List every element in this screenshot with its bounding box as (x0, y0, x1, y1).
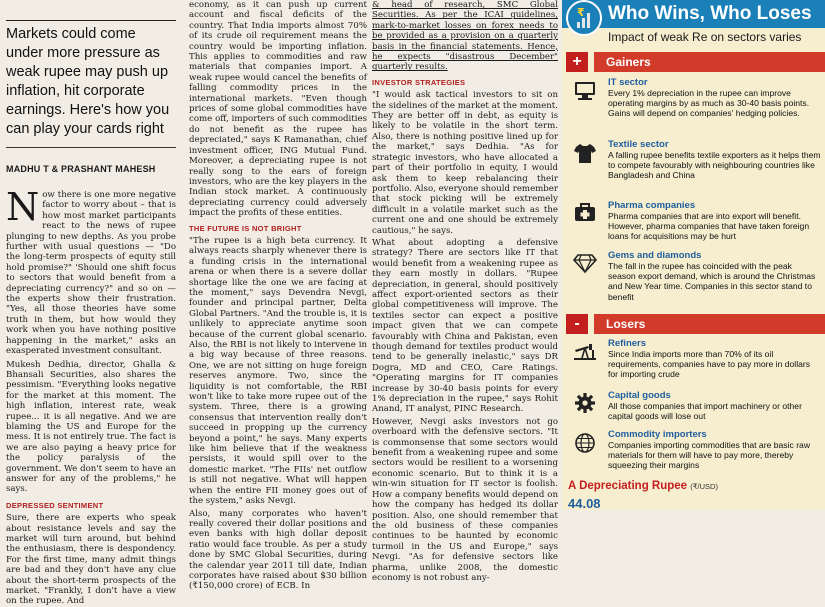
teaser: Markets could come under more pressure as weak rupee may push up inflation, hit corporate earnings. Here's how you can play your cards right (6, 20, 176, 139)
paragraph-text: ow there is one more negative factor to worry about – that is how most market participants react to the news of rupee plunging to new depths. As you probe further with usual questions — "Do the long-term prospects of equity still hold promise?" 'Should one shift focus to sectors that would benefit from a depreciating currency?" and so on — the experts show their frustration. "Yes, all those theories have some truth in them, but how would they work when you have nothing positive happening in the market," asks an exasperated investment consultant. (6, 190, 176, 357)
sector-textile (608, 139, 822, 181)
sector-name: Capital goods (608, 390, 671, 401)
sector-name: IT sector (608, 77, 648, 88)
panel-title: Who Wins, Who Loses (608, 3, 812, 24)
subhead: DEPRESSED SENTIMENT (6, 500, 104, 510)
subhead: THE FUTURE IS NOT BRIGHT (189, 223, 302, 233)
shirt-icon (572, 142, 598, 164)
subhead: INVESTOR STRATEGIES (372, 77, 466, 87)
sector-description: Pharma companies that are into export will benefit. However, pharma companies that have taken foreign loans for acquisitions may be hurt (608, 211, 810, 242)
byline: MADHU T & PRASHANT MAHESH (6, 164, 156, 174)
depreciating-label: A Depreciating Rupee (568, 480, 688, 492)
sector-description: Companies importing commodities that are basic raw materials for them will have to pay more, thereby squeezing their margins (608, 440, 811, 471)
diamond-icon (572, 252, 598, 274)
column-2 (189, 0, 367, 592)
sector-name: Pharma companies (608, 200, 696, 211)
losers-label: Losers (594, 314, 825, 334)
sector-name: Refiners (608, 338, 647, 349)
sector-pharma (608, 200, 822, 242)
paragraph: Mukesh Dedhia, director, Ghalla & Bhansali Securities, also shares the pessimism. "Everything looks negative for the market at this moment. The high inflation, interest rate, weak rupee... it is all negative. And we are blaming the US and Europe for the mess. It is not entirely true. The fact is we are also paying a heavy price for the policy paralysis of the government. We don't seem to have an answer for any of the problems," he says. (6, 359, 176, 495)
sector-commodity-importers (608, 429, 822, 471)
gainers-label: Gainers (594, 52, 825, 72)
sector-name: Textile sector (608, 139, 669, 150)
sector-name: Commodity importers (608, 429, 707, 440)
column-1-body (6, 185, 176, 607)
paragraph: "The rupee is a high beta currency. It always reacts sharply whenever there is a funding crisis in the international arena or when there is a severe dollar shortage like the one we are facing at the moment," says Devendra Nevgi, founder and principal partner, Delta Global Partners. "And the trouble is, it is unlikely to appreciate anytime soon because of the current global scenario. Also, the RBI is not likely to intervene in a big way because of three reasons. One, we are not sitting on huge foreign reserves anymore. Two, since the liquidity is not comfortable, the RBI won't like to take more rupee out of the system. Three, there is a growing consensus that intervention really don't succeed in propping up the currency beyond a point," he says. Many experts like him believe that if the weakness persists, it would spill over to the domestic market. "The FIIs' net outflow is still not negative. What will happen when the entire FII money goes out of the system," asks Nevgi. (189, 235, 367, 507)
plus-icon: + (566, 52, 588, 72)
sector-description: All those companies that import machinery or other capital goods will lose out (608, 401, 802, 422)
paragraph: & head of research, SMC Global Securities. As per the ICAI guidelines, mark-to-market losses on forex needs to be provided as a provision on a quarterly basis in the financial statements. Hence, he expects "disastrous December" quarterly results. (372, 0, 558, 73)
depreciating-rupee-heading (568, 480, 718, 492)
sector-it (608, 77, 822, 119)
gainers-band (562, 52, 825, 72)
gear-icon (572, 392, 598, 414)
computer-icon (572, 80, 598, 102)
globe-icon (572, 432, 598, 454)
column-3 (372, 0, 558, 583)
teaser-divider (6, 147, 176, 148)
sector-impact-panel (562, 0, 825, 510)
sector-refiners (608, 338, 822, 380)
paragraph (6, 185, 176, 357)
sector-description: The fall in the rupee has coincided with the peak season export demand, which is around the Christmas and New Year time. Companies in this sector stand to benefit (608, 261, 816, 302)
paragraph: However, Nevgi asks investors not go overboard with the defensive sectors. "It is commonsense that some sectors would benefit from a weakening rupee and some sectors would be resilient to a worsening economic scenario. But to think it is a win-win situation for IT sector is foolish. How a company benefits would depend on how the company has hedged its dollar position. Also, one should remember that the old business of these companies continues to be haunted by economic turmoil in the US and Europe," says Nevgi. "As for defensive sectors like pharma, unlike 2008, the domestic economy is not robust any- (372, 416, 558, 583)
sector-description: Every 1% depreciation in the rupee can improve operating margins by as much as 30-40 basis points. Gains will depend on companies' hedging policies. (608, 88, 810, 119)
panel-subtitle: Impact of weak Re on sectors varies (608, 30, 802, 44)
first-aid-icon (572, 202, 598, 224)
sector-name: Gems and diamonds (608, 250, 702, 261)
drop-cap: N (6, 185, 40, 229)
paragraph: Also, many corporates who haven't really covered their dollar positions and even banks with high dollar deposit ratio would face trouble. As per a study done by SMC Global Securities, during the calendar year 2011 till date, Indian corporates have raised about $30 billion (₹150,000 crore) of ECB. In (189, 508, 367, 592)
sector-gems (608, 250, 822, 302)
sector-capital-goods (608, 390, 822, 421)
rupee-value: 44.08 (568, 496, 601, 511)
column-1 (0, 0, 180, 607)
sector-description: Since India imports more than 70% of its oil requirements, companies have to pay more in dollars for importing crude (608, 349, 811, 380)
rupee-logo-icon (566, 0, 602, 36)
paragraph: What about adopting a defensive strategy? There are sectors like IT that would benefit from a weakening rupee as they earn mostly in dollars. "Rupee depreciation, in general, should positively affect export-oriented sectors as their global competitiveness will improve. The textiles sector can expect a positive impact given that we can compete favourably with China and Pakistan, even though demand for textiles product would tend to be generally inelastic," says DR Dogra, MD and CEO, Care Ratings. "Operating margins for IT companies increase by 30-40 basis points for every 1% depreciation in the rupee," says Rohit Anand, IT analyst, PINC Research. (372, 237, 558, 415)
depreciating-unit: (₹/USD) (690, 482, 718, 491)
minus-icon: - (566, 314, 588, 334)
paragraph: Sure, there are experts who speak about resistance levels and say the market will turn around, but behind the enthusiasm, there is despondency. For the first time, many admit things are bad and they don't have any clue about the short-term prospects of the market. "Frankly, I don't have a view on the rupee. And (6, 513, 176, 607)
paragraph: economy, as it can push up current account and fiscal deficits of the country. That India imports almost 70% of its crude oil requirement means the country would be importing inflation. This applies to commodities and raw materials that companies import. A weak rupee would cancel the benefits of falling commodity prices in the international markets. "Even though prices of some global commodities have come off, importers of such commodities do not benefit as the rupee has depreciated," says K Ramanathan, chief investment officer, ING Mutual Fund. Moreover, a depreciating rupee is not really song to the ears of foreign investors, who are the key players in the Indian stock market. A continuously depreciating currency could adversely impact the profits of these entities. (189, 0, 367, 219)
sector-description: A falling rupee benefits textile exporters as it helps them to compete favourably with neighbouring countries like Bangladesh and China (608, 150, 821, 181)
losers-band (562, 314, 825, 334)
svg-text:₹: ₹ (577, 6, 585, 19)
paragraph: "I would ask tactical investors to sit on the sidelines of the market at the moment. They are better off in debt, as equity is likely to be volatile in the short term. Also, there is nothing positive lined up for the market," says Dedhia. "As for strategic investors, who have allocated a part of their portfolio in equity, I would ask them to keep rebalancing their portfolio. Also, everyone should remember that stock picking will be extremely difficult in a volatile market such as the current one and one should be extremely cautious," he says. (372, 90, 558, 236)
oil-rig-icon (572, 340, 598, 362)
